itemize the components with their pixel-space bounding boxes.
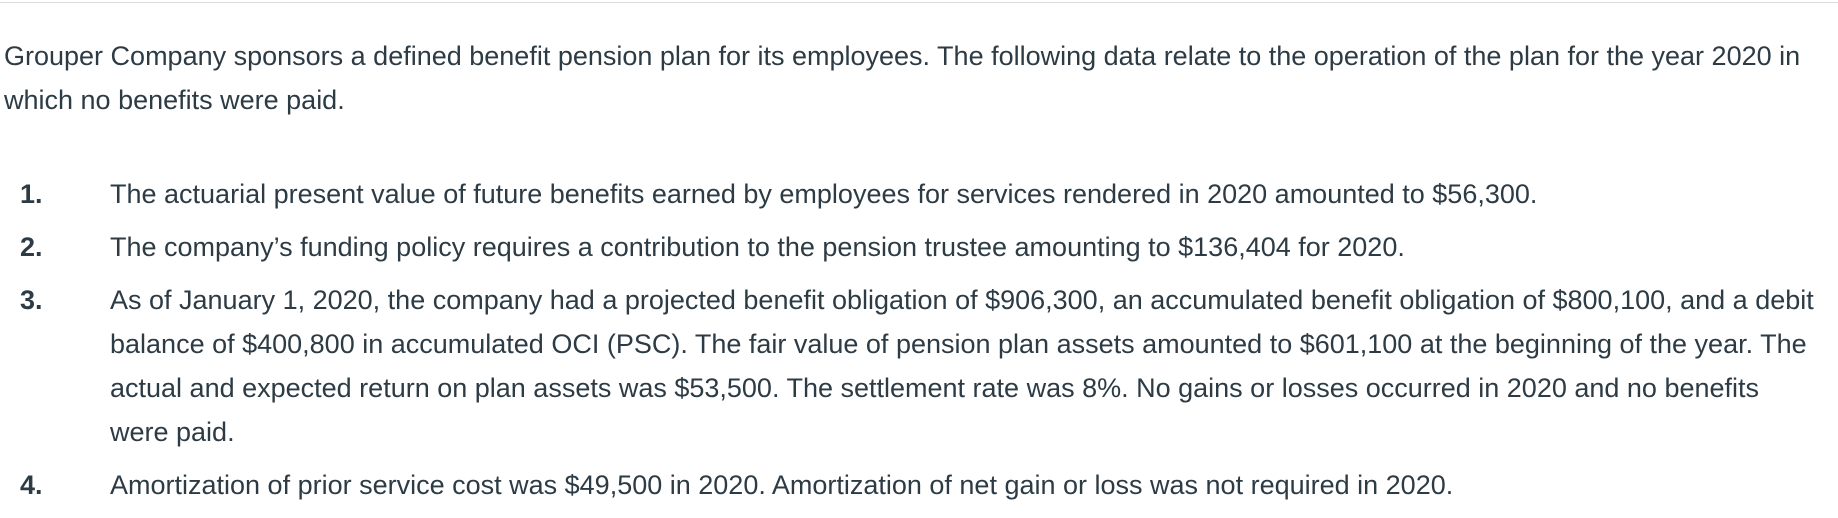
list-item-text: The actuarial present value of future benefits earned by employees for services rendered in 2020 amounted to $56,300. <box>110 179 1538 209</box>
list-item <box>0 463 1838 507</box>
list-item-number: 3. <box>20 285 43 315</box>
list-item <box>0 278 1838 454</box>
plan-data-list <box>0 172 1838 516</box>
list-item-number: 2. <box>20 232 43 262</box>
top-divider <box>0 2 1838 3</box>
list-item-text: As of January 1, 2020, the company had a projected benefit obligation of $906,300, an accumulated benefit obligation of $800,100, and a debit balance of $400,800 in accumulated OCI (PSC). The fair value of pension plan assets amounted to $601,100 at the beginning of the year. The actual and expected return on plan assets was $53,500. The settlement rate was 8%. No gains or losses occurred in 2020 and no benefits were paid. <box>110 285 1814 447</box>
list-item-text: The company’s funding policy requires a contribution to the pension trustee amounting to $136,404 for 2020. <box>110 232 1405 262</box>
list-item-number: 4. <box>20 470 43 500</box>
list-item <box>0 225 1838 269</box>
list-item <box>0 172 1838 216</box>
list-item-text: Amortization of prior service cost was $49,500 in 2020. Amortization of net gain or loss was not required in 2020. <box>110 470 1454 500</box>
list-item-number: 1. <box>20 179 43 209</box>
intro-paragraph: Grouper Company sponsors a defined benefit pension plan for its employees. The following data relate to the operation of the plan for the year 2020 in which no benefits were paid. <box>4 41 1801 115</box>
